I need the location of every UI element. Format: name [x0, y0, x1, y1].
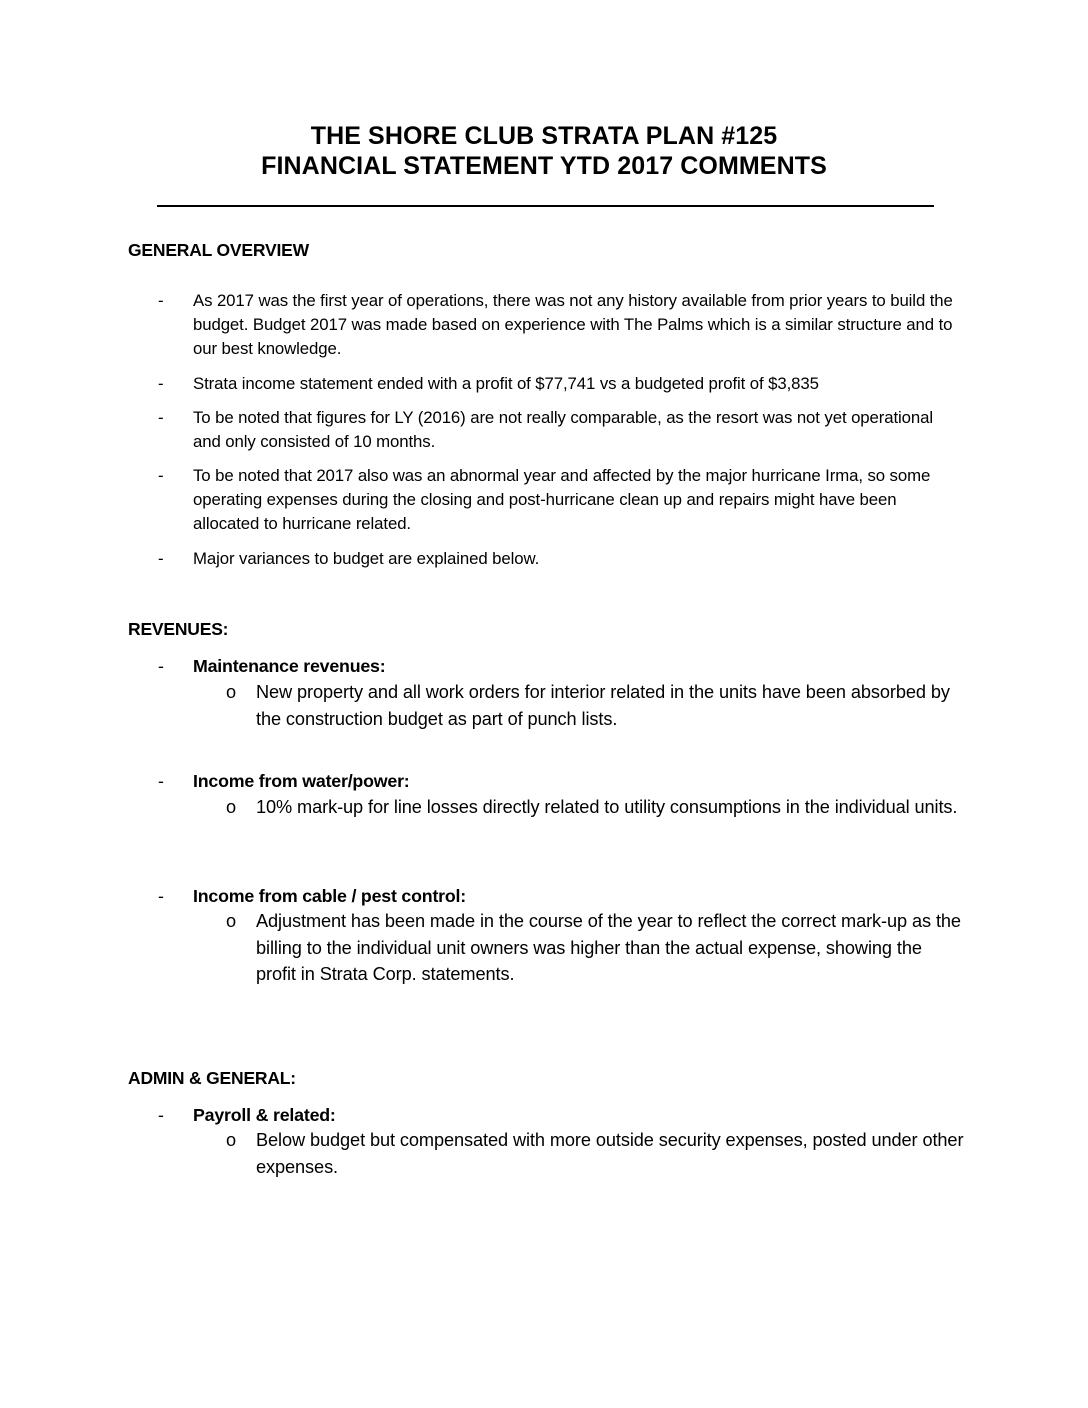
revenue-item-label-text: Income from cable / pest control: — [193, 886, 467, 906]
sub-bullet-marker: o — [226, 797, 237, 817]
bullet-dash: - — [158, 291, 164, 310]
overview-bullet-text: To be noted that 2017 also was an abnormal year and affected by the major hurricane Irma, so some operating expenses during the closing and post-hurricane clean up and repairs might have been allocated to hurricane related. — [193, 466, 931, 533]
general-overview-heading: GENERAL OVERVIEW — [128, 240, 309, 260]
overview-bullet — [158, 289, 958, 361]
revenue-item-detail-text: Adjustment has been made in the course of the year to reflect the correct mark-up as the billing to the individual unit owners was higher than the actual expense, showing the profit in Strata Corp. statements. — [256, 911, 961, 984]
bullet-dash: - — [158, 656, 164, 676]
revenues-heading: REVENUES: — [128, 619, 229, 639]
bullet-dash: - — [158, 374, 164, 393]
overview-bullet-text: As 2017 was the first year of operations, there was not any history available from prior years to build the budget. Budget 2017 was made based on experience with The Palms which is a similar structure and to our best knowledge. — [193, 291, 953, 358]
document-subtitle: FINANCIAL STATEMENT YTD 2017 COMMENTS — [261, 152, 827, 180]
revenue-item-detail — [226, 794, 966, 821]
revenue-item-label — [158, 654, 385, 678]
revenue-item-label — [158, 884, 466, 908]
bullet-dash: - — [158, 549, 164, 568]
sub-bullet-marker: o — [226, 911, 237, 931]
admin-item-detail — [226, 1127, 966, 1180]
bullet-dash: - — [158, 466, 164, 485]
overview-bullet — [158, 406, 958, 454]
admin-general-heading: ADMIN & GENERAL: — [128, 1068, 296, 1088]
bullet-dash: - — [158, 1105, 164, 1125]
revenue-item-detail — [226, 908, 966, 988]
revenue-item-label-text: Maintenance revenues: — [193, 656, 386, 676]
overview-bullet-text: Major variances to budget are explained below. — [193, 549, 540, 568]
bullet-dash: - — [158, 886, 164, 906]
admin-item-label-text: Payroll & related: — [193, 1105, 336, 1125]
bullet-dash: - — [158, 408, 164, 427]
sub-bullet-marker: o — [226, 682, 237, 702]
revenue-item-detail — [226, 679, 966, 732]
title-divider — [157, 205, 934, 207]
revenue-item-label-text: Income from water/power: — [193, 771, 410, 791]
revenue-item-label — [158, 769, 410, 793]
sub-bullet-marker: o — [226, 1130, 237, 1150]
overview-bullet-text: Strata income statement ended with a profit of $77,741 vs a budgeted profit of $3,835 — [193, 374, 819, 393]
admin-item-label — [158, 1103, 336, 1127]
document-title: THE SHORE CLUB STRATA PLAN #125 — [310, 122, 778, 150]
overview-bullet — [158, 372, 958, 396]
revenue-item-detail-text: New property and all work orders for interior related in the units have been absorbed by the construction budget as part of punch lists. — [256, 682, 950, 729]
overview-bullet — [158, 464, 958, 536]
overview-bullet-text: To be noted that figures for LY (2016) are not really comparable, as the resort was not yet operational and only consisted of 10 months. — [193, 408, 934, 451]
overview-bullet — [158, 547, 958, 571]
bullet-dash: - — [158, 771, 164, 791]
admin-item-detail-text: Below budget but compensated with more outside security expenses, posted under other expenses. — [256, 1130, 964, 1177]
revenue-item-detail-text: 10% mark-up for line losses directly related to utility consumptions in the individual units. — [256, 797, 958, 817]
